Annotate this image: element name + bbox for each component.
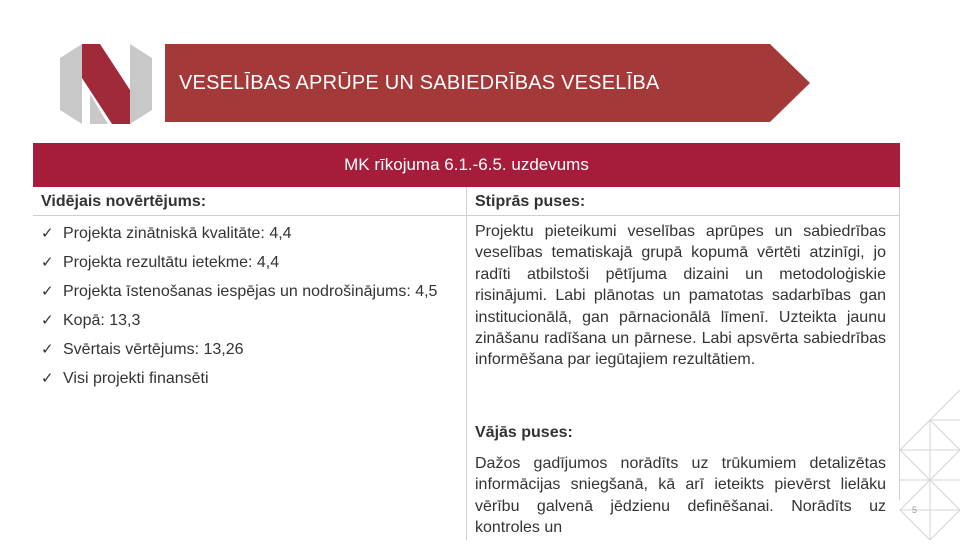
list-item: ✓ Visi projekti finansēti — [41, 370, 209, 387]
list-item: ✓ Projekta zinātniskā kvalitāte: 4,4 — [41, 225, 292, 242]
left-column-heading: Vidējais novērtējums: — [41, 193, 207, 210]
weaknesses-heading: Vājās puses: — [475, 424, 573, 441]
table-header: MK rīkojuma 6.1.-6.5. uzdevums — [33, 143, 900, 187]
check-icon: ✓ — [41, 312, 54, 329]
title-banner — [165, 44, 810, 122]
evaluation-list — [41, 223, 459, 397]
logo — [60, 44, 152, 124]
slide-number: 5 — [912, 505, 918, 515]
list-item: ✓ Projekta īstenošanas iespējas un nodrošinājums: 4,5 — [41, 283, 438, 300]
weaknesses-section — [475, 453, 886, 539]
weaknesses-text: Dažos gadījumos norādīts uz trūkumiem detalizētas informācijas sniegšanā, kā arī ieteikts pievērst lielāku vērību galvenā jēdzienu definēšanai. Norādīts uz kontroles un — [475, 455, 886, 537]
evaluation-table — [33, 187, 900, 540]
banner-title: VESELĪBAS APRŪPE UN SABIEDRĪBAS VESELĪBA — [179, 72, 660, 94]
decorative-pattern — [890, 380, 960, 540]
check-icon: ✓ — [41, 283, 54, 300]
list-item: ✓ Svērtais vērtējums: 13,26 — [41, 341, 244, 358]
check-icon: ✓ — [41, 225, 54, 242]
check-icon: ✓ — [41, 341, 54, 358]
strengths-heading: Stiprās puses: — [475, 193, 586, 210]
list-item: ✓ Projekta rezultātu ietekme: 4,4 — [41, 254, 280, 271]
list-item: ✓ Kopā: 13,3 — [41, 312, 141, 329]
strengths-section — [475, 221, 886, 371]
check-icon: ✓ — [41, 254, 54, 271]
check-icon: ✓ — [41, 370, 54, 387]
strengths-text: Projektu pieteikumi veselības aprūpes un sabiedrības veselības tematiskajā grupā kopumā vērtēti atzinīgi, jo radīti atbilstoši pētījuma dizaini un metodoloģiskie risinājumi. Labi plānotas un pamatotas sadarbības gan institucionālā, gan pārnacionālā līmenī. Uzteikta jaunu zināšanu radīšana un pārnese. Labi apsvērta sabiedrības informēšana par iegūtajiem rezultātiem. — [475, 223, 886, 369]
column-divider — [466, 187, 467, 540]
